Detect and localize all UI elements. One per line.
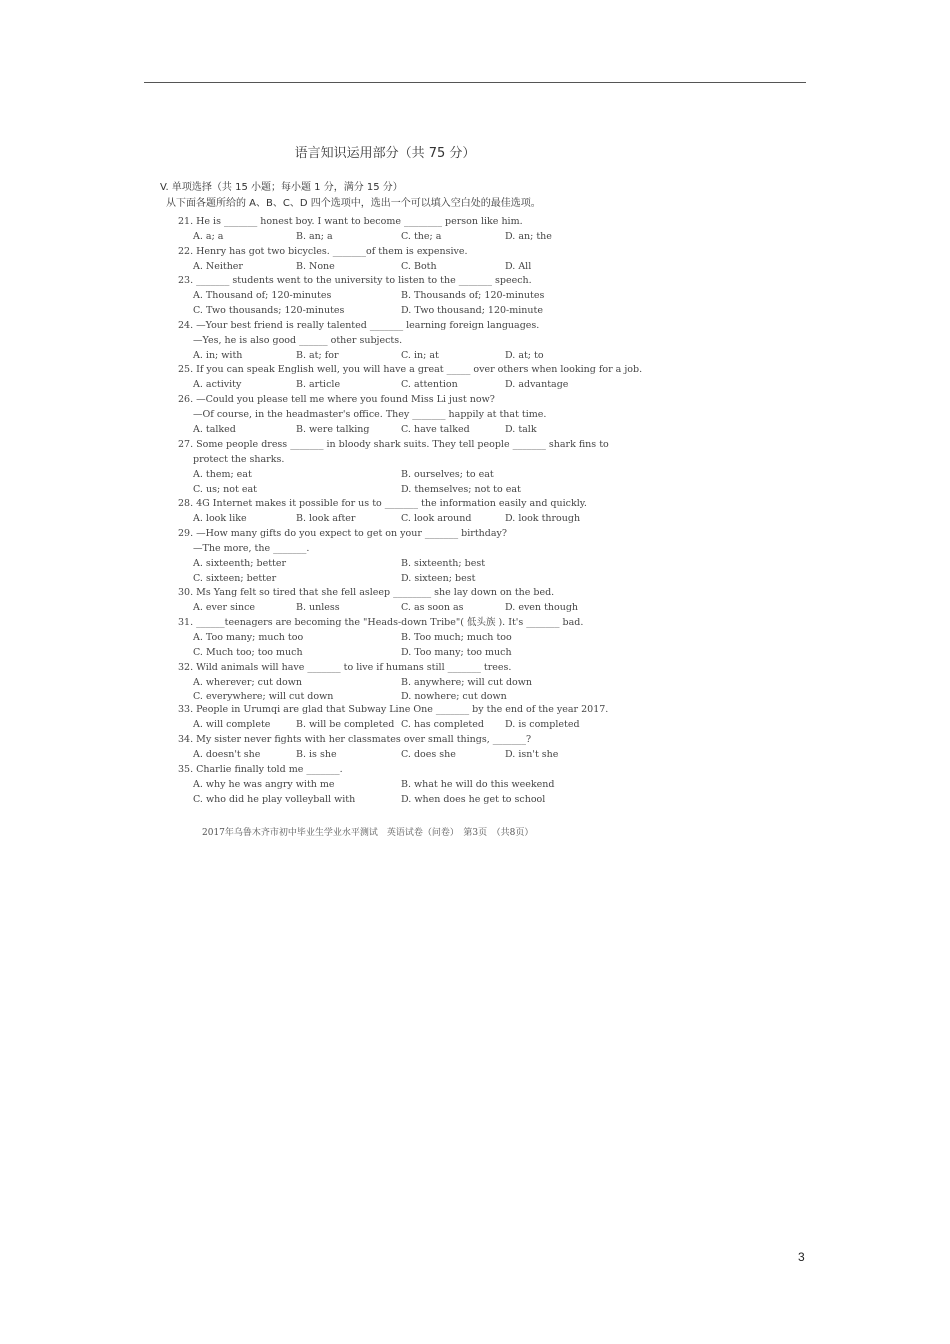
answer-option: C. Two thousands; 120-minutes bbox=[193, 305, 345, 316]
answer-option: B. at; for bbox=[296, 350, 339, 361]
answer-option: B. what he will do this weekend bbox=[401, 779, 555, 790]
instruction: 从下面各题所给的 A、B、C、D 四个选项中，选出一个可以填入空白处的最佳选项。 bbox=[166, 198, 541, 209]
answer-option: B. an; a bbox=[296, 231, 333, 242]
answer-option: D. when does he get to school bbox=[401, 794, 546, 805]
answer-option: D. sixteen; best bbox=[401, 573, 476, 584]
page-number: 3 bbox=[798, 1250, 805, 1264]
answer-option: B. look after bbox=[296, 513, 356, 524]
answer-option: B. ourselves; to eat bbox=[401, 469, 494, 480]
answer-option: C. who did he play volleyball with bbox=[193, 794, 356, 805]
answer-option: B. sixteenth; best bbox=[401, 558, 486, 569]
question-line: 32. Wild animals will have _______ to live if humans still _______ trees. bbox=[178, 662, 512, 673]
question-line: 28. 4G Internet makes it possible for us to _______ the information easily and quickly. bbox=[178, 498, 587, 509]
answer-option: A. them; eat bbox=[193, 469, 252, 480]
answer-option: B. anywhere; will cut down bbox=[401, 677, 533, 688]
question-line: 27. Some people dress _______ in bloody shark suits. They tell people _______ shark fins to bbox=[178, 439, 609, 450]
answer-option: D. at; to bbox=[505, 350, 544, 361]
answer-option: D. an; the bbox=[505, 231, 552, 242]
answer-option: D. themselves; not to eat bbox=[401, 484, 521, 495]
answer-option: C. attention bbox=[401, 379, 458, 390]
question-line: 30. Ms Yang felt so tired that she fell asleep ________ she lay down on the bed. bbox=[178, 587, 555, 598]
answer-option: A. Thousand of; 120-minutes bbox=[193, 290, 332, 301]
answer-option: A. why he was angry with me bbox=[193, 779, 335, 790]
answer-option: C. us; not eat bbox=[193, 484, 257, 495]
answer-option: B. unless bbox=[296, 602, 340, 613]
answer-option: A. Too many; much too bbox=[193, 632, 304, 643]
answer-option: B. article bbox=[296, 379, 341, 390]
answer-option: D. Two thousand; 120-minute bbox=[401, 305, 543, 316]
answer-option: A. ever since bbox=[193, 602, 256, 613]
answer-option: D. isn't she bbox=[505, 749, 559, 760]
answer-option: A. activity bbox=[193, 379, 242, 390]
answer-option: D. is completed bbox=[505, 719, 580, 730]
answer-option: D. even though bbox=[505, 602, 579, 613]
question-line: 26. —Could you please tell me where you found Miss Li just now? bbox=[178, 394, 495, 405]
answer-option: C. does she bbox=[401, 749, 456, 760]
answer-option: B. will be completed bbox=[296, 719, 395, 730]
answer-option: B. None bbox=[296, 261, 335, 272]
answer-option: A. talked bbox=[193, 424, 236, 435]
answer-option: B. were talking bbox=[296, 424, 370, 435]
answer-option: D. nowhere; cut down bbox=[401, 691, 507, 702]
question-line: protect the sharks. bbox=[193, 454, 285, 465]
answer-option: C. everywhere; will cut down bbox=[193, 691, 334, 702]
answer-option: D. Too many; too much bbox=[401, 647, 512, 658]
question-line: 21. He is _______ honest boy. I want to become ________ person like him. bbox=[178, 216, 523, 227]
answer-option: C. in; at bbox=[401, 350, 439, 361]
part-heading: V. 单项选择（共 15 小题；每小题 1 分，满分 15 分） bbox=[160, 182, 403, 193]
answer-option: A. in; with bbox=[193, 350, 243, 361]
question-line: —Of course, in the headmaster's office. They _______ happily at that time. bbox=[193, 409, 547, 420]
answer-option: C. sixteen; better bbox=[193, 573, 277, 584]
answer-option: B. is she bbox=[296, 749, 337, 760]
question-line: 34. My sister never fights with her classmates over small things, _______? bbox=[178, 734, 532, 745]
answer-option: C. have talked bbox=[401, 424, 470, 435]
question-line: 35. Charlie finally told me _______. bbox=[178, 764, 343, 775]
answer-option: D. talk bbox=[505, 424, 537, 435]
answer-option: D. advantage bbox=[505, 379, 569, 390]
question-line: —The more, the _______. bbox=[193, 543, 310, 554]
answer-option: A. will complete bbox=[193, 719, 271, 730]
answer-option: B. Too much; much too bbox=[401, 632, 512, 643]
answer-option: A. look like bbox=[193, 513, 247, 524]
section-title: 语言知识运用部分（共 75 分） bbox=[294, 146, 476, 161]
answer-option: A. a; a bbox=[193, 231, 224, 242]
question-line: 22. Henry has got two bicycles. _______of them is expensive. bbox=[178, 246, 468, 257]
answer-option: C. Much too; too much bbox=[193, 647, 303, 658]
question-line: 31. ______teenagers are becoming the "Heads-down Tribe"( 低头族 ). It's _______ bad. bbox=[178, 617, 584, 628]
answer-option: C. the; a bbox=[401, 231, 442, 242]
answer-option: C. Both bbox=[401, 261, 437, 272]
answer-option: D. look through bbox=[505, 513, 581, 524]
question-line: 29. —How many gifts do you expect to get on your _______ birthday? bbox=[178, 528, 507, 539]
answer-option: C. look around bbox=[401, 513, 472, 524]
question-line: —Yes, he is also good ______ other subjects. bbox=[193, 335, 403, 346]
answer-option: C. has completed bbox=[401, 719, 484, 730]
question-line: 33. People in Urumqi are glad that Subway Line One _______ by the end of the year 2017. bbox=[178, 704, 609, 715]
answer-option: A. sixteenth; better bbox=[193, 558, 287, 569]
answer-option: D. All bbox=[505, 261, 532, 272]
answer-option: A. doesn't she bbox=[193, 749, 261, 760]
question-line: 24. —Your best friend is really talented _______ learning foreign languages. bbox=[178, 320, 540, 331]
answer-option: C. as soon as bbox=[401, 602, 464, 613]
top-rule bbox=[144, 82, 806, 83]
answer-option: A. Neither bbox=[193, 261, 243, 272]
question-line: 23. _______ students went to the university to listen to the _______ speech. bbox=[178, 275, 532, 286]
page-footer: 2017年乌鲁木齐市初中毕业生学业水平测试 英语试卷（问卷） 第3页 （共8页） bbox=[202, 828, 534, 838]
question-line: 25. If you can speak English well, you will have a great _____ over others when looking for a job. bbox=[178, 364, 643, 375]
answer-option: B. Thousands of; 120-minutes bbox=[401, 290, 545, 301]
answer-option: A. wherever; cut down bbox=[193, 677, 303, 688]
